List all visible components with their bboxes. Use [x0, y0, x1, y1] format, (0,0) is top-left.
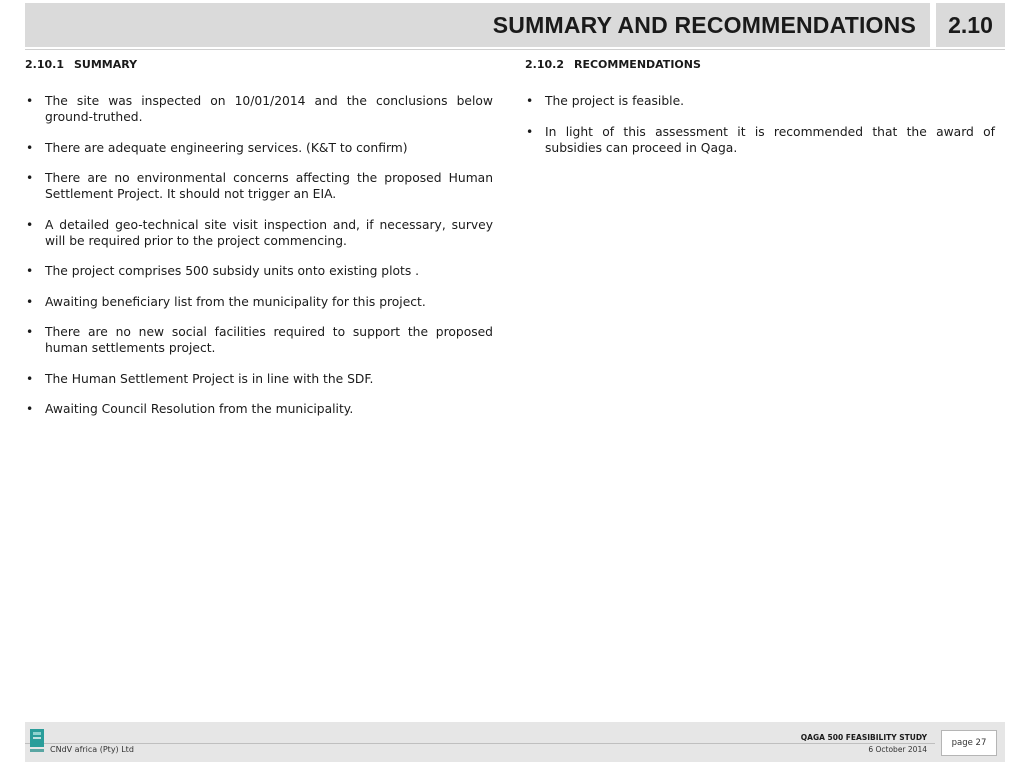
bullet-icon: •: [526, 124, 534, 139]
list-item: [25, 371, 493, 387]
list-item: [25, 401, 493, 417]
bullet-icon: •: [26, 294, 34, 309]
page-number: page 27: [951, 738, 987, 748]
bullet-icon: •: [26, 325, 34, 339]
cndv-logo-icon: [29, 728, 45, 754]
list-item-text: The project is feasible.: [545, 94, 685, 108]
list-item-text: The Human Settlement Project is in line with the SDF.: [45, 371, 374, 386]
list-item-text: There are no environmental concerns affecting the proposed Human Settlement Project. It should not trigger an EIA.: [45, 171, 493, 201]
bullet-icon: •: [26, 94, 34, 108]
bullet-icon: •: [26, 171, 34, 185]
recommendations-heading-label: RECOMMENDATIONS: [574, 58, 701, 71]
recommendations-list: [525, 93, 995, 156]
list-item: [525, 93, 995, 109]
page-footer: [25, 722, 1005, 762]
summary-heading-label: SUMMARY: [74, 58, 138, 71]
section-number: 2.10: [948, 11, 993, 38]
page-header: [25, 3, 1005, 47]
recommendations-heading: [525, 58, 995, 71]
list-item-text: The project comprises 500 subsidy units onto existing plots .: [45, 264, 420, 278]
company-name: CNdV africa (Pty) Ltd: [50, 745, 134, 754]
title-bar: [25, 3, 930, 47]
header-divider: [25, 49, 1005, 50]
list-item: [25, 324, 493, 356]
list-item: [25, 93, 493, 125]
list-item-text: In light of this assessment it is recommended that the award of subsidies can proceed in Qaga.: [545, 124, 995, 155]
list-item-text: A detailed geo-technical site visit inspection and, if necessary, survey will be required prior to the project commencing.: [45, 217, 493, 248]
page-title: SUMMARY AND RECOMMENDATIONS: [492, 11, 916, 38]
bullet-icon: •: [26, 264, 34, 278]
bullet-icon: •: [26, 371, 34, 386]
summary-heading: [25, 58, 493, 71]
list-item: [525, 124, 995, 156]
section-number-box: [936, 3, 1005, 47]
list-item-text: Awaiting Council Resolution from the municipality.: [45, 402, 354, 416]
summary-section: [25, 58, 493, 432]
footer-divider: [25, 743, 935, 744]
document-date: 6 October 2014: [868, 745, 927, 754]
bullet-icon: •: [26, 402, 34, 416]
list-item: [25, 263, 493, 279]
list-item-text: Awaiting beneficiary list from the municipality for this project.: [45, 294, 426, 309]
summary-heading-number: 2.10.1: [25, 58, 64, 71]
bullet-icon: •: [526, 94, 534, 108]
recommendations-heading-number: 2.10.2: [525, 58, 564, 71]
bullet-icon: •: [26, 217, 34, 232]
list-item-text: The site was inspected on 10/01/2014 and the conclusions below ground-truthed.: [45, 94, 493, 124]
list-item: [25, 140, 493, 156]
list-item-text: There are no new social facilities required to support the proposed human settlements project.: [45, 325, 493, 355]
bullet-icon: •: [26, 140, 34, 155]
list-item: [25, 217, 493, 249]
list-item-text: There are adequate engineering services. (K&T to confirm): [45, 140, 408, 155]
page-number-box: [941, 730, 997, 756]
list-item: [25, 294, 493, 310]
list-item: [25, 170, 493, 202]
summary-list: [25, 93, 493, 417]
recommendations-section: [525, 58, 995, 170]
study-title: QAGA 500 FEASIBILITY STUDY: [800, 733, 927, 742]
